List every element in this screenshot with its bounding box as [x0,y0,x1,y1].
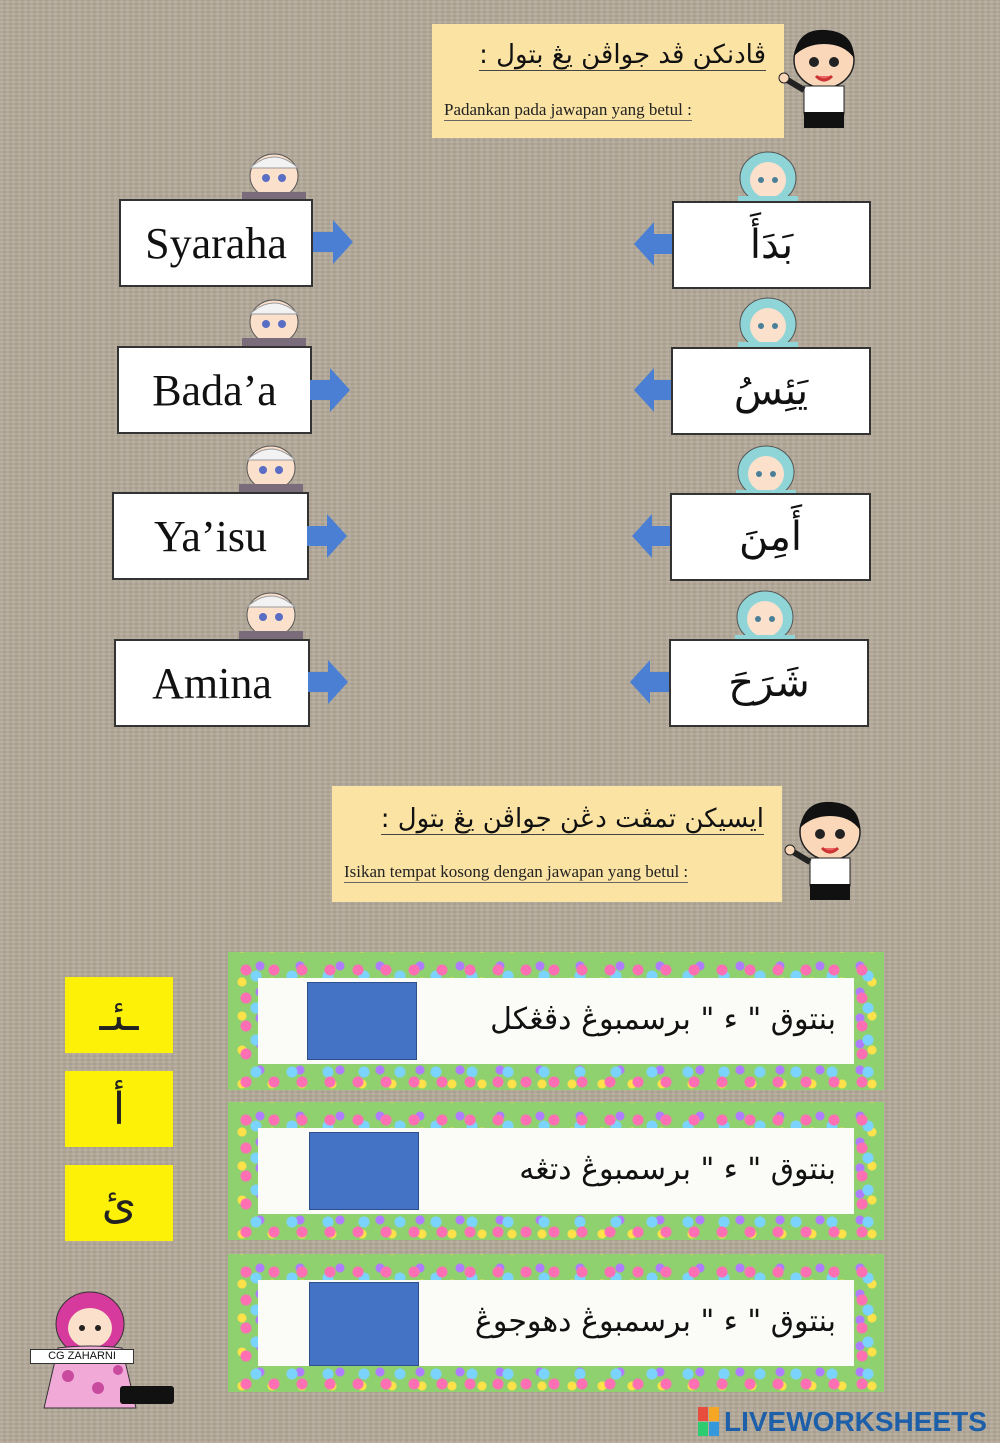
sentence-frame-2 [228,1102,884,1240]
instruction-banner-2 [332,786,782,902]
letter-tile-2[interactable]: أ [65,1071,173,1147]
match-word-left-3[interactable]: Ya’isu [112,492,309,580]
sentence-text-1: بنتوق " ء " برسمبوڠ دڤڠکل [490,1002,836,1037]
brand-logo[interactable] [698,1406,987,1438]
match-word-left-1[interactable]: Syaraha [119,199,313,287]
letter-tile-1[interactable]: ـئـ [65,977,173,1053]
brand-text: LIVEWORKSHEETS [724,1406,987,1437]
match-word-right-3[interactable]: أَمِنَ [670,493,871,581]
boy-cartoon-icon [778,26,870,138]
sentence-text-3: بنتوق " ء " برسمبوڠ دهوجوڠ [474,1304,836,1339]
instruction-banner-1 [432,24,784,138]
match-word-right-2[interactable]: يَئِسُ [671,347,871,435]
letter-tile-3[interactable]: ئ [65,1165,173,1241]
sentence-text-2: بنتوق " ء " برسمبوڠ دتڠه [519,1152,836,1187]
drop-blank-3[interactable] [309,1282,419,1366]
match-word-left-4[interactable]: Amina [114,639,310,727]
boy-cartoon-icon [784,798,876,910]
arrow-right-icon[interactable] [308,660,348,704]
instruction-rumi: Isikan tempat kosong dengan jawapan yang betul : [344,862,689,881]
arrow-left-icon[interactable] [630,660,670,704]
instruction-jawi: ايسيکن تمڤت دڠن جواڤن يڠ بتول : [380,804,764,834]
live-logo-icon [698,1407,720,1437]
arrow-left-icon[interactable] [634,222,674,266]
drop-blank-2[interactable] [309,1132,419,1210]
arrow-left-icon[interactable] [632,514,672,558]
match-word-right-1[interactable]: بَدَأَ [672,201,871,289]
instruction-rumi: Padankan pada jawapan yang betul : [444,100,692,119]
signature-label: CG ZAHARNI [30,1349,134,1364]
arrow-left-icon[interactable] [634,368,674,412]
arrow-right-icon[interactable] [313,220,353,264]
match-word-right-4[interactable]: شَرَحَ [669,639,869,727]
sentence-frame-1 [228,952,884,1090]
match-word-left-2[interactable]: Bada’a [117,346,312,434]
instruction-jawi: ڤادنکن ڤد جواڤن يڠ بتول : [479,40,766,70]
arrow-right-icon[interactable] [310,368,350,412]
arrow-right-icon[interactable] [307,514,347,558]
sentence-frame-3 [228,1254,884,1392]
drop-blank-1[interactable] [307,982,417,1060]
